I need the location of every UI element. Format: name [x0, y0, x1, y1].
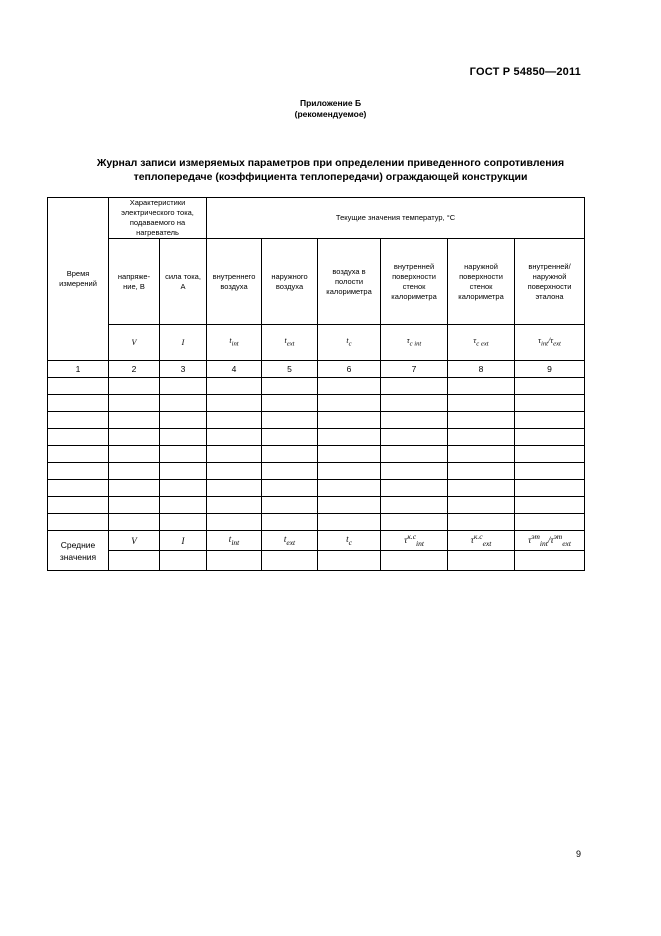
symbol-external-surface: $\tau_{c ext}$: [448, 325, 515, 361]
symbol-internal-surface: $\tau_{c int}$: [381, 325, 448, 361]
table-cell[interactable]: [515, 480, 585, 497]
average-external-surface: $\tau^{к.с}_{ext}$: [448, 531, 515, 551]
average-internal-air: $t_{int}$: [207, 531, 262, 551]
column-number: 2: [109, 361, 160, 378]
column-number: 5: [262, 361, 318, 378]
table-cell[interactable]: [109, 497, 160, 514]
table-cell[interactable]: [160, 412, 207, 429]
table-cell[interactable]: [160, 514, 207, 531]
average-value-cell[interactable]: [160, 551, 207, 571]
column-number: 7: [381, 361, 448, 378]
table-cell[interactable]: [262, 412, 318, 429]
table-cell[interactable]: [160, 429, 207, 446]
measurement-journal-table: [47, 197, 585, 571]
table-cell[interactable]: [109, 463, 160, 480]
annex-title: Приложение Б: [299, 98, 362, 108]
table-cell[interactable]: [515, 378, 585, 395]
table-cell[interactable]: [207, 378, 262, 395]
table-cell[interactable]: [109, 412, 160, 429]
table-cell[interactable]: [207, 514, 262, 531]
symbol-reference-surface: $\tau_{int}/\tau_{ext}$: [515, 325, 585, 361]
average-internal-surface: $\tau^{к.с}_{int}$: [381, 531, 448, 551]
table-cell[interactable]: [207, 395, 262, 412]
table-cell[interactable]: [381, 480, 448, 497]
header-time-of-measurement: Время измерений: [48, 198, 109, 361]
table-cell[interactable]: [160, 446, 207, 463]
symbol-voltage: V: [109, 325, 160, 361]
header-row-symbols: [48, 325, 585, 361]
symbol-internal-air: $t_{int}$: [207, 325, 262, 361]
table-cell[interactable]: [109, 446, 160, 463]
column-number: 6: [318, 361, 381, 378]
table-cell[interactable]: [262, 446, 318, 463]
average-row: [48, 531, 585, 551]
table-cell[interactable]: [207, 497, 262, 514]
table-cell[interactable]: [515, 514, 585, 531]
table-cell[interactable]: [48, 463, 109, 480]
table-cell[interactable]: [109, 429, 160, 446]
table-cell[interactable]: [48, 395, 109, 412]
header-cavity-air: воздуха в полости калориметра: [318, 239, 381, 325]
average-external-air: $t_{ext}$: [262, 531, 318, 551]
symbol-current: I: [160, 325, 207, 361]
table-cell[interactable]: [318, 412, 381, 429]
table-row: [48, 446, 585, 463]
table-cell[interactable]: [160, 497, 207, 514]
table-cell[interactable]: [318, 395, 381, 412]
table-cell[interactable]: [448, 497, 515, 514]
column-number-row: [48, 361, 585, 378]
table-cell[interactable]: [262, 378, 318, 395]
table-cell[interactable]: [207, 463, 262, 480]
table-cell[interactable]: [207, 480, 262, 497]
page-number: 9: [575, 849, 581, 859]
table-row: [48, 412, 585, 429]
header-internal-air: внутреннего воздуха: [207, 239, 262, 325]
symbol-external-air: $t_{ext}$: [262, 325, 318, 361]
average-value-cell[interactable]: [109, 551, 160, 571]
average-value-cell[interactable]: [207, 551, 262, 571]
table-cell[interactable]: [207, 429, 262, 446]
table-cell[interactable]: [515, 412, 585, 429]
table-cell[interactable]: [262, 395, 318, 412]
column-number: 9: [515, 361, 585, 378]
journal-title-line-2: теплопередаче (коэффициента теплопередачи) ограждающей конструкции: [133, 171, 528, 183]
table-cell[interactable]: [262, 429, 318, 446]
table-cell[interactable]: [515, 395, 585, 412]
average-value-cell[interactable]: [318, 551, 381, 571]
journal-title: [40, 156, 621, 184]
column-number: 3: [160, 361, 207, 378]
table-cell[interactable]: [207, 412, 262, 429]
table-cell[interactable]: [48, 378, 109, 395]
average-current: I: [160, 531, 207, 551]
table-cell[interactable]: [318, 463, 381, 480]
table-cell[interactable]: [515, 446, 585, 463]
table-cell[interactable]: [448, 480, 515, 497]
average-values-label: Средние значения: [48, 531, 109, 571]
table-cell[interactable]: [448, 514, 515, 531]
table-row: [48, 514, 585, 531]
table-cell[interactable]: [160, 480, 207, 497]
column-number: 1: [48, 361, 109, 378]
header-electric-current-group: Характеристики электрического тока, подаваемого на нагреватель: [109, 198, 207, 239]
table-cell[interactable]: [381, 514, 448, 531]
table-row: [48, 429, 585, 446]
average-value-cell[interactable]: [262, 551, 318, 571]
table-cell[interactable]: [48, 446, 109, 463]
table-cell[interactable]: [318, 497, 381, 514]
table-row: [48, 395, 585, 412]
average-value-cell[interactable]: [448, 551, 515, 571]
average-cavity-air: $t_c$: [318, 531, 381, 551]
table-cell[interactable]: [381, 497, 448, 514]
annex-note: (рекомендуемое): [294, 109, 367, 119]
table-cell[interactable]: [160, 463, 207, 480]
table-cell[interactable]: [515, 429, 585, 446]
table-cell[interactable]: [448, 378, 515, 395]
table-cell[interactable]: [515, 463, 585, 480]
average-values-row: [48, 551, 585, 571]
header-internal-surface: внутренней поверхности стенок калориметра: [381, 239, 448, 325]
table-row: [48, 480, 585, 497]
annex-heading: [0, 98, 661, 120]
table-row: [48, 463, 585, 480]
table-cell[interactable]: [109, 514, 160, 531]
table-row: [48, 378, 585, 395]
table-cell[interactable]: [318, 514, 381, 531]
table-cell[interactable]: [160, 395, 207, 412]
table-cell[interactable]: [48, 514, 109, 531]
table-cell[interactable]: [318, 480, 381, 497]
table-cell[interactable]: [48, 412, 109, 429]
table-cell[interactable]: [318, 378, 381, 395]
table-cell[interactable]: [448, 463, 515, 480]
table-cell[interactable]: [448, 395, 515, 412]
table-cell[interactable]: [160, 378, 207, 395]
header-external-air: наружного воздуха: [262, 239, 318, 325]
header-external-surface: наружной поверхности стенок калориметра: [448, 239, 515, 325]
table-cell[interactable]: [318, 446, 381, 463]
table-cell[interactable]: [48, 429, 109, 446]
table-cell[interactable]: [207, 446, 262, 463]
table-cell[interactable]: [381, 429, 448, 446]
header-current: сила тока, А: [160, 239, 207, 325]
empty-data-rows: [48, 378, 585, 531]
header-voltage: напряже-ние, В: [109, 239, 160, 325]
table-cell[interactable]: [448, 429, 515, 446]
table-cell[interactable]: [515, 497, 585, 514]
journal-title-line-1: Журнал записи измеряемых параметров при определении приведенного сопротивления: [96, 157, 565, 169]
column-number: 4: [207, 361, 262, 378]
table-cell[interactable]: [381, 463, 448, 480]
table-cell[interactable]: [262, 514, 318, 531]
table-cell[interactable]: [381, 395, 448, 412]
table-cell[interactable]: [448, 446, 515, 463]
table-cell[interactable]: [109, 378, 160, 395]
header-row-columns: [48, 239, 585, 325]
table-cell[interactable]: [262, 463, 318, 480]
header-temperatures-group: Текущие значения температур, °С: [207, 198, 585, 239]
table-cell[interactable]: [262, 480, 318, 497]
table-cell[interactable]: [109, 480, 160, 497]
table-cell[interactable]: [318, 429, 381, 446]
average-value-cell[interactable]: [381, 551, 448, 571]
symbol-cavity-air: $t_c$: [318, 325, 381, 361]
table-row: [48, 497, 585, 514]
average-reference-surface: $\tau^{эт}_{int}/\tau^{эт}_{ext}$: [515, 531, 585, 551]
average-voltage: V: [109, 531, 160, 551]
table-cell[interactable]: [381, 412, 448, 429]
header-row-groups: [48, 198, 585, 239]
table-cell[interactable]: [48, 497, 109, 514]
column-number: 8: [448, 361, 515, 378]
average-value-cell[interactable]: [515, 551, 585, 571]
table-cell[interactable]: [48, 480, 109, 497]
table-cell[interactable]: [109, 395, 160, 412]
table-cell[interactable]: [262, 497, 318, 514]
table-cell[interactable]: [448, 412, 515, 429]
table-cell[interactable]: [381, 446, 448, 463]
header-reference-surface: внутренней/ наружной поверхности эталона: [515, 239, 585, 325]
document-code: ГОСТ Р 54850—2011: [469, 66, 581, 78]
table-cell[interactable]: [381, 378, 448, 395]
